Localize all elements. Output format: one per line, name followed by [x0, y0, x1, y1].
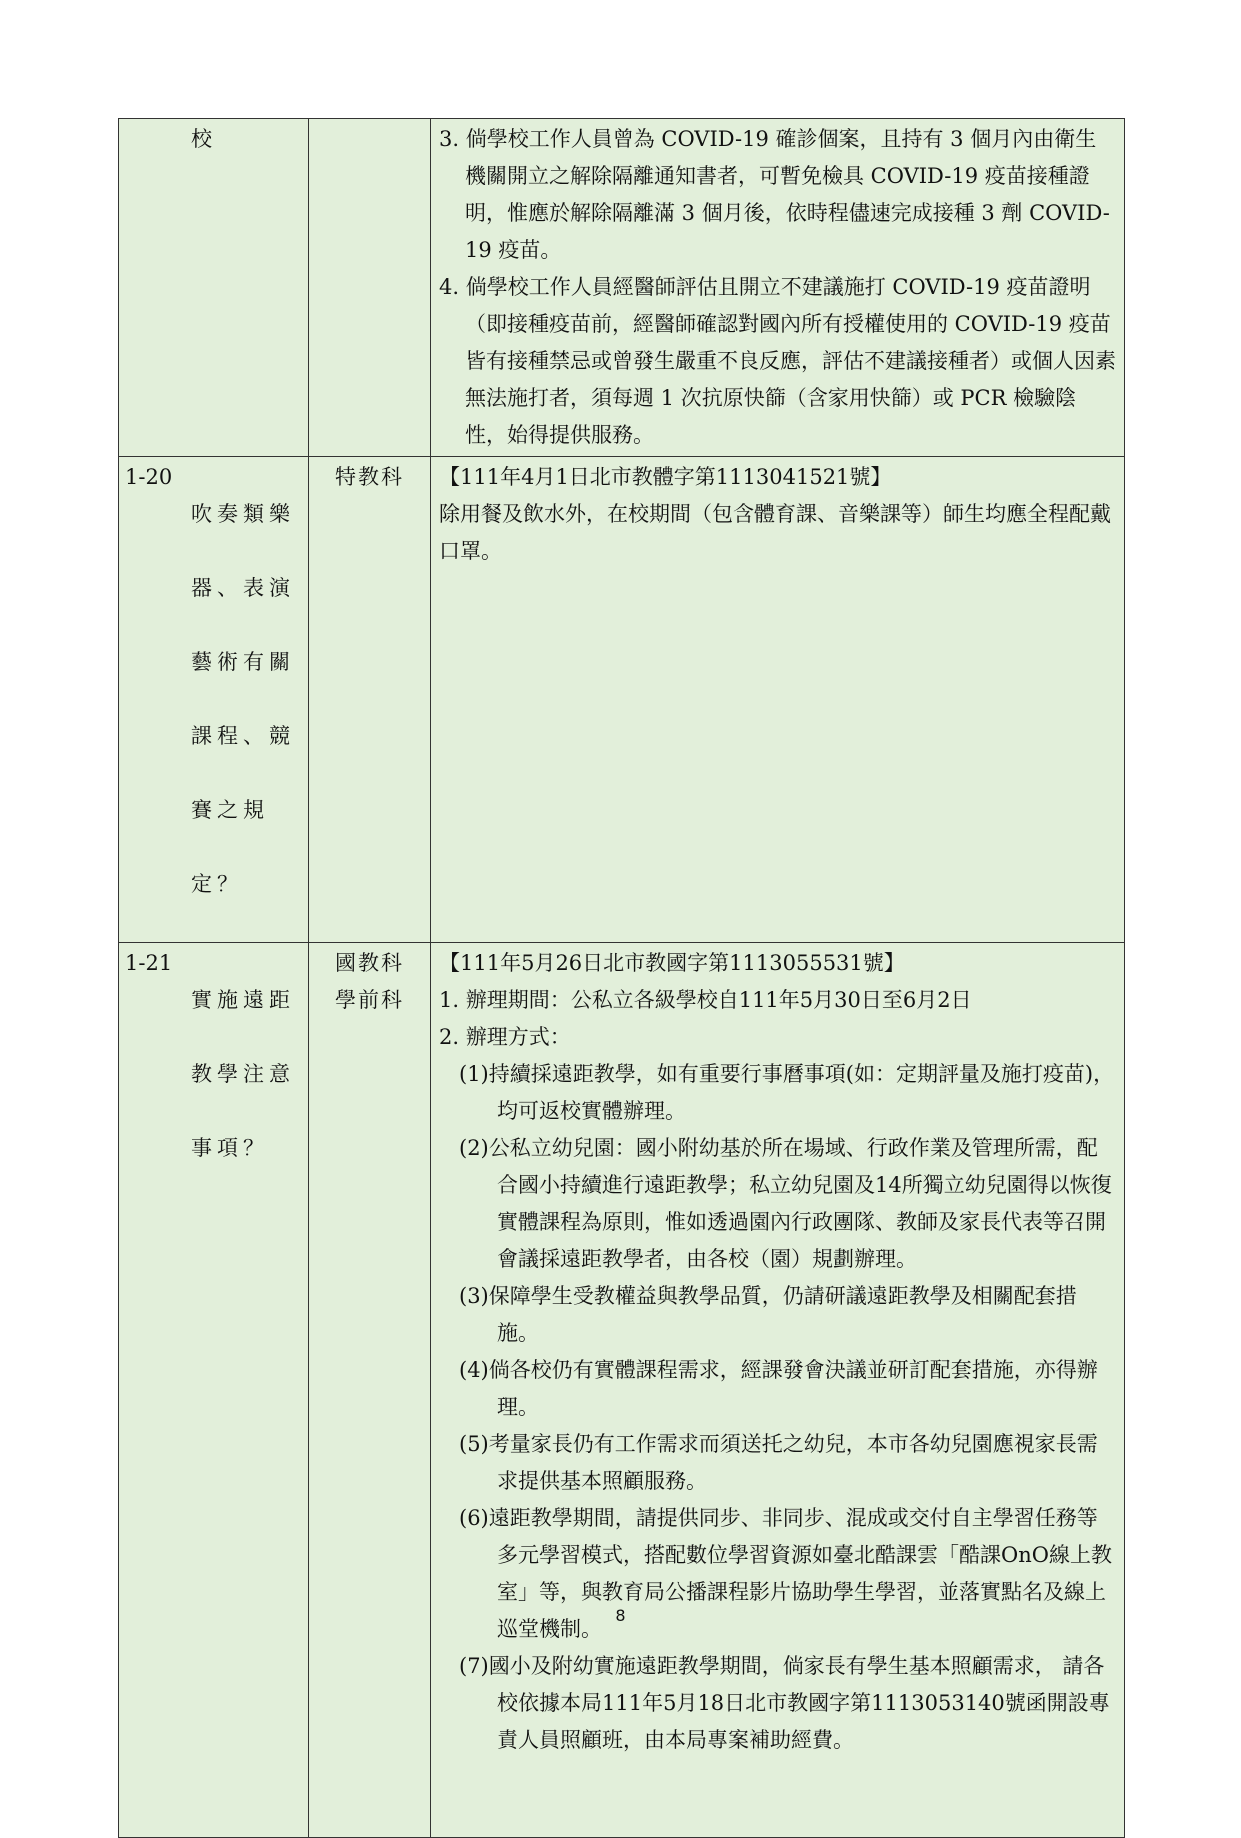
question-line: 藝術有關	[191, 650, 295, 674]
answer-period: 1. 辦理期間：公私立各級學校自111年5月30日至6月2日	[439, 988, 972, 1012]
department-text: 國教科	[335, 951, 404, 975]
question-cell	[119, 119, 309, 457]
question-line: 課程、競	[191, 724, 295, 748]
department-cell	[309, 119, 431, 457]
question-line: 賽之規	[191, 798, 269, 822]
question-line: 事項？	[191, 1136, 269, 1160]
answer-cell	[431, 457, 1125, 943]
sub-item-1: (1)持續採遠距教學，如有重要行事曆事項(如：定期評量及施打疫苗)，均可返校實體辦理。	[459, 1062, 1115, 1123]
question-text: 校	[191, 127, 217, 151]
table-row-1-20	[119, 457, 1125, 943]
question-text	[127, 459, 300, 940]
page-number: 8	[615, 1606, 626, 1625]
answer-cell	[431, 943, 1125, 1838]
table-row-continuation	[119, 119, 1125, 457]
question-text	[127, 945, 300, 1204]
answer-item-4: 4. 倘學校工作人員經醫師評估且開立不建議施打 COVID-19 疫苗證明（即接種疫苗前，經醫師確認對國內所有授權使用的 COVID-19 疫苗皆有接種禁忌或曾發生嚴重不良反應，評估不建議接種者）或個人因素無法施打者，須每週 1 次抗原快篩（含家用快篩）或 PCR 檢驗陰性，始得提供服務。	[439, 275, 1116, 447]
question-line: 教學注意	[191, 1062, 295, 1086]
answer-text: 除用餐及飲水外，在校期間（包含體育課、音樂課等）師生均應全程配戴口罩。	[439, 502, 1111, 563]
question-number: 1-21	[125, 951, 173, 975]
sub-item-7: (7)國小及附幼實施遠距教學期間，倘家長有學生基本照顧需求， 請各校依據本局111年5月18日北市教國字第1113053140號函開設專責人員照顧班，由本局專案補助經費。	[459, 1654, 1110, 1752]
document-reference: 【111年4月1日北市教體字第1113041521號】	[439, 465, 892, 489]
answer-item-3: 3. 倘學校工作人員曾為 COVID-19 確診個案，且持有 3 個月內由衛生機關開立之解除隔離通知書者，可暫免檢具 COVID-19 疫苗接種證明，惟應於解除隔離滿 3 個月後，依時程儘速完成接種 3 劑 COVID-19 疫苗。	[439, 127, 1110, 262]
answer-cell	[431, 119, 1125, 457]
sub-item-2: (2)公私立幼兒園：國小附幼基於所在場域、行政作業及管理所需，配合國小持續進行遠距教學；私立幼兒園及14所獨立幼兒園得以恢復實體課程為原則，惟如透過園內行政團隊、教師及家長代表等召開會議採遠距教學者，由各校（園）規劃辦理。	[459, 1136, 1112, 1271]
sub-item-3: (3)保障學生受教權益與教學品質，仍請研議遠距教學及相關配套措施。	[459, 1284, 1077, 1345]
document-reference: 【111年5月26日北市教國字第1113055531號】	[439, 951, 905, 975]
department-cell	[309, 943, 431, 1838]
answer-method: 2. 辦理方式：	[439, 1025, 571, 1049]
faq-table	[118, 118, 1125, 1838]
sub-item-4: (4)倘各校仍有實體課程需求，經課發會決議並研訂配套措施，亦得辦理。	[459, 1358, 1098, 1419]
department-text: 學前科	[335, 988, 404, 1012]
question-cell	[119, 943, 309, 1838]
department-cell	[309, 457, 431, 943]
question-line: 吹奏類樂	[191, 502, 295, 526]
question-line: 器、表演	[191, 576, 295, 600]
sub-item-5: (5)考量家長仍有工作需求而須送托之幼兒，本市各幼兒園應視家長需求提供基本照顧服務。	[459, 1432, 1098, 1493]
sub-item-6: (6)遠距教學期間，請提供同步、非同步、混成或交付自主學習任務等多元學習模式，搭配數位學習資源如臺北酷課雲「酷課OnO線上教室」等，與教育局公播課程影片協助學生學習，並落實點名及線上巡堂機制。	[459, 1506, 1112, 1641]
question-line: 實施遠距	[191, 988, 295, 1012]
question-cell	[119, 457, 309, 943]
department-text: 特教科	[335, 465, 404, 489]
question-number: 1-20	[125, 465, 173, 489]
table-row-1-21	[119, 943, 1125, 1838]
question-line: 定？	[191, 872, 243, 896]
